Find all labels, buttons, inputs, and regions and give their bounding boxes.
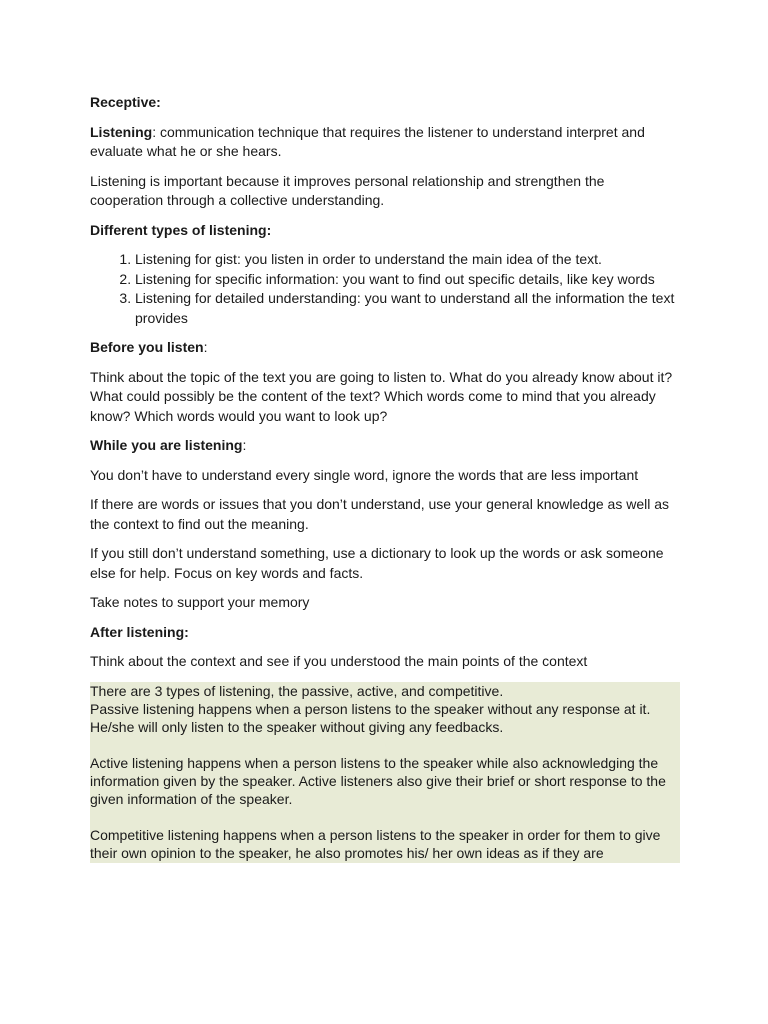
highlighted-block [90, 682, 680, 863]
after-heading: After listening: [90, 623, 189, 640]
while-heading-paragraph [90, 436, 680, 456]
after-text: Think about the context and see if you understood the main points of the context [90, 653, 588, 669]
while-colon: : [242, 437, 247, 453]
highlight-intro: There are 3 types of listening, the passive, active, and competitive. [90, 682, 504, 699]
before-colon: : [203, 339, 208, 355]
highlight-spacer [90, 736, 680, 754]
listening-term: Listening [90, 123, 153, 140]
listening-definition-text: : communication technique that requires the listener to understand interpret and evaluate what he or she hears. [90, 123, 645, 159]
receptive-heading: Receptive: [90, 94, 161, 110]
before-heading: Before you listen [90, 339, 204, 355]
while-heading: While you are listening [90, 437, 243, 453]
highlight-competitive: Competitive listening happens when a person listens to the speaker in order for them to give their own opinion to the speaker, he also promotes his/ her own ideas as if they are [90, 826, 661, 861]
list-item: 1. Listening for gist: you listen in order to understand the main idea of the text. [135, 250, 680, 270]
document-page [90, 93, 680, 863]
while-item: If you still don’t understand something, use a dictionary to look up the words or ask someone else for help. Focus on key words and facts. [90, 545, 664, 581]
while-item: You don’t have to understand every single word, ignore the words that are less important [90, 466, 639, 483]
highlight-active: Active listening happens when a person listens to the speaker while also acknowledging the information given by the speaker. Active listeners also give their brief or short response to the given information of the speaker. [90, 754, 666, 807]
before-heading-paragraph [90, 338, 680, 358]
listening-definition-paragraph [90, 123, 680, 162]
before-text: Think about the topic of the text you are going to listen to. What do you already know about it? What could possibly be the content of the text? Which words come to mind that you already know? Which words would you want to look up? [90, 368, 673, 424]
types-heading: Different types of listening: [90, 221, 272, 238]
highlight-spacer [90, 808, 680, 826]
types-list [90, 250, 680, 328]
list-item: 3. Listening for detailed understanding: you want to understand all the information the text provides [135, 289, 680, 328]
while-item: Take notes to support your memory [90, 594, 310, 610]
list-item: 2. Listening for specific information: you want to find out specific details, like key words [135, 270, 680, 290]
importance-paragraph: Listening is important because it improves personal relationship and strengthen the cooperation through a collective understanding. [90, 172, 605, 208]
highlight-passive: Passive listening happens when a person listens to the speaker without any response at it. He/she will only listen to the speaker without giving any feedbacks. [90, 700, 651, 735]
while-item: If there are words or issues that you don’t understand, use your general knowledge as well as the context to find out the meaning. [90, 496, 669, 532]
